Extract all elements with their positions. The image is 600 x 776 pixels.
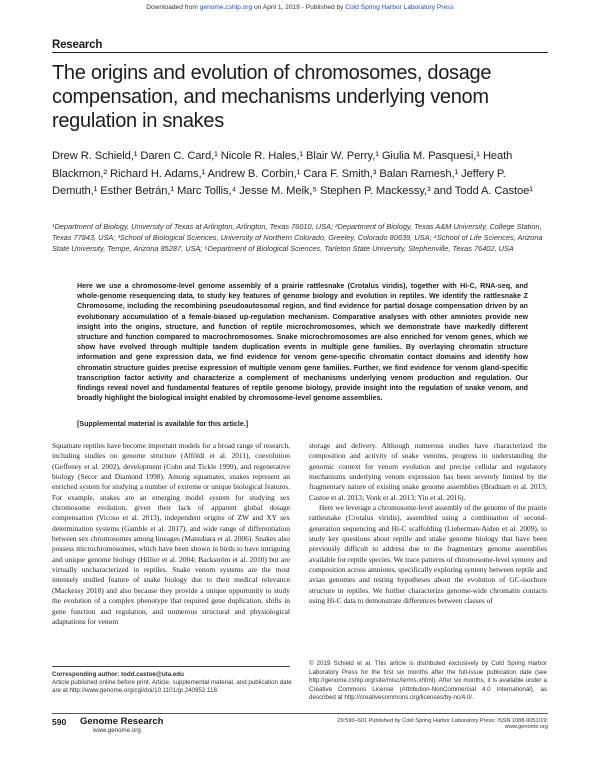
license-note: © 2019 Schield et al. This article is distributed exclusively by Cold Spring Harbor Laboratory Press for the first six months after the full-issue publication date (see http://genome.cshlp.org/site/misc/terms.xhtml). After six months, it is available under a Creative Commons License (Attribution-NonCommercial 4.0 International), as described at http://creativecommons.org/licenses/by-nc/4.0/.: [309, 660, 547, 702]
abstract: Here we use a chromosome-level genome assembly of a prairie rattlesnake (Crotalus viridis), together with Hi-C, RNA-seq, and whole-genome resequencing data, to study key features of genome biology and evolution in reptiles. We identify the rattlesnake Z Chromosome, including the recombining pseudoautosomal region, and find evidence for partial dosage compensation driven by an evolutionary accumulation of a female-biased up-regulation mechanism. Comparative analyses with other amniotes provide new insight into the origins, structure, and function of reptile microchromosomes, which we demonstrate have markedly different structure and function compared to macrochromosomes. Snake microchromosomes are also enriched for venom genes, which we show have evolved through multiple tandem duplication events in multiple gene families. By overlaying chromatin structure information and gene expression data, we find evidence for venom gene-specific chromatin contact domains and identify how chromatin structure guides precise expression of multiple venom gene families. Further, we find evidence for venom gland-specific transcription factor activity and characterize a complement of mechanisms underlying venom production and regulation. Our findings reveal novel and fundamental features of reptile genome biology, provide insight into the regulation of snake venom, and broadly highlight the biological insight enabled by chromosome-level genome assemblies.: [77, 282, 528, 403]
correspondence-label: Corresponding author:: [52, 671, 122, 678]
body-column-right: [309, 441, 547, 607]
page-number: 590: [52, 717, 67, 727]
citation-line: 29:590–601 Published by Cold Spring Harbor Laboratory Press; ISSN 1088-9051/19; www.genome.org: [337, 718, 548, 730]
article-title: The origins and evolution of chromosomes, dosage compensation, and mechanisms underlying venom regulation in snakes: [52, 62, 492, 132]
body-column-left: [52, 441, 290, 627]
affiliations: ¹Department of Biology, University of Texas at Arlington, Arlington, Texas 76010, USA; ²Department of Biology, Texas A&M University, College Station, Texas 77843, USA; ³School of Biological Sciences, University of Northern Colorado, Greeley, Colorado 80639, USA; ⁴School of Life Sciences, Arizona State University, Tempe, Arizona 85287, USA; ⁵Department of Biological Sciences, Tarleton State University, Stephenville, Texas 76402, USA: [52, 222, 543, 254]
author-list: Drew R. Schield,¹ Daren C. Card,¹ Nicole R. Hales,¹ Blair W. Perry,¹ Giulia M. Pasquesi,¹ Heath Blackmon,² Richard H. Adams,¹ Andrew B. Corbin,¹ Cara F. Smith,³ Balan Ramesh,¹ Jeffery P. Demuth,¹ Esther Betrán,¹ Marc Tollis,⁴ Jesse M. Meik,⁵ Stephen P. Mackessy,³ and Todd A. Castoe¹: [52, 150, 533, 197]
journal-site-link[interactable]: www.genome.org: [93, 727, 141, 734]
body-paragraph: Here we leverage a chromosome-level assembly of the genome of the prairie rattlesnake (Crotalus viridis), assembled using a combination of second-generation sequencing and Hi-C scaffolding (Lieberman-Aiden et al. 2009), to study key questions about reptile and snake genome biology that have been previously difficult to address due to the fragmentary genome assemblies available for reptile species. We trace patterns of chromosome-level synteny and composition across amniotes, specifically exploring synteny between reptile and avian genomes and testing hypotheses about the evolution of GC-isochore structure in reptiles. We further characterize genome-wide chromatin contacts using Hi-C data to demonstrate differences between classes of: [309, 503, 547, 606]
correspondence-email[interactable]: todd.castoe@uta.edu: [121, 671, 184, 678]
download-prefix: Downloaded from: [146, 4, 200, 11]
correspondence-note: [52, 671, 292, 696]
body-paragraph: Squamate reptiles have become important models for a broad range of research, including studies on genome structure (Alföldi et al. 2011), coevolution (Geffeney et al. 2002), development (Cohn and Tickle 1999), and regenerative biology (Secor and Diamond 1998). Among squamates, snakes represent an enriched system for studying a number of extreme or unique biological features. For example, snakes are an emerging model system for studying sex chromosome evolution, given their lack of apparent global dosage compensation (Vicoso et al. 2013), independent origins of ZW and XY sex determination systems (Gamble et al. 2017), and wide range of differentiation between sex chromosomes among lineages (Matsubara et al. 2006). Snakes also possess microchromosomes, which have been shown in birds to have intriguing and unique genome biology (Hillier et al. 2004; Backström et al. 2010) but are virtually uncharacterized in reptiles. Snake venom systems are the most intensely studied feature of snake biology due to their medical relevance (Mackessy 2010) and also because they provide a unique opportunity to study the evolution of a complex phenotype that required gene duplication, shifts in gene function and regulation, and numerous structural and physiological adaptations for venom: [52, 441, 290, 626]
download-middle: on April 1, 2019 - Published by: [252, 4, 346, 11]
footer-rule: [52, 713, 548, 714]
supplemental-note: [Supplemental material is available for this article.]: [77, 420, 249, 428]
download-banner: [0, 4, 600, 11]
publisher-link[interactable]: Cold Spring Harbor Laboratory Press: [345, 4, 454, 11]
section-label: Research: [52, 39, 103, 51]
footnote-rule: [52, 666, 290, 667]
publication-note: Article published online before print. Article, supplemental material, and publication date are at http://www.genome.org/cgi/doi/10.1101/gr.240952.118.: [52, 679, 292, 695]
body-paragraph: storage and delivery. Although numerous studies have characterized the composition and activity of snake venoms, progress in understanding the genomic context for venom evolution and precise cellular and regulatory mechanisms underlying venom expression has been severely limited by the fragmentary nature of existing snake genome assemblies (Bradnam et al. 2013; Castoe et al. 2013; Vonk et al. 2013; Yin et al. 2016).: [309, 441, 547, 502]
journal-name: Genome Research: [80, 716, 164, 727]
download-site-link[interactable]: genome.cshlp.org: [199, 4, 253, 11]
header-rule: [52, 52, 548, 53]
